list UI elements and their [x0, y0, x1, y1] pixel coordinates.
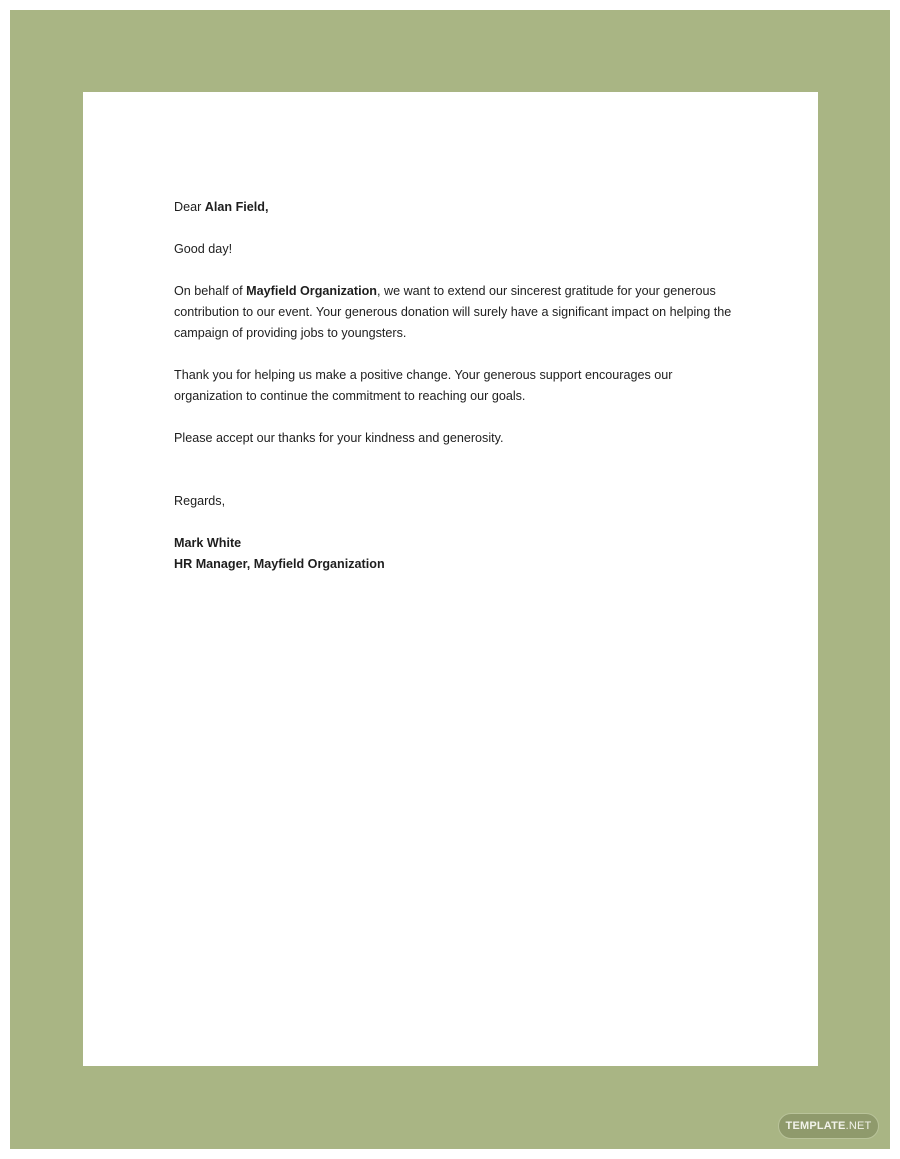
letter-body — [174, 197, 734, 575]
greeting: Good day! — [174, 242, 233, 256]
watermark-brand: TEMPLATE — [785, 1120, 846, 1132]
paragraph-3: Please accept our thanks for your kindness and generosity. — [174, 431, 504, 445]
recipient-name: Alan Field, — [204, 200, 269, 214]
para1-prefix: On behalf of — [174, 284, 247, 298]
salutation-prefix: Dear — [174, 200, 205, 214]
organization-name: Mayfield Organization — [246, 284, 377, 298]
paragraph-2: Thank you for helping us make a positive change. Your generous support encourages our organization to continue the commitment to reaching our goals. — [174, 368, 673, 403]
paragraph-1 — [174, 281, 734, 344]
signer-name: Mark White — [174, 536, 242, 550]
salutation — [174, 197, 734, 218]
template-net-watermark[interactable] — [778, 1113, 879, 1139]
signer-title: HR Manager, Mayfield Organization — [174, 557, 385, 571]
closing: Regards, — [174, 494, 226, 508]
watermark-suffix: .NET — [845, 1120, 872, 1132]
letter-page — [83, 92, 818, 1066]
para1-rest: , we want to extend our sincerest gratitude for your generous contribution to our event. Your generous donation will surely have a significant impact on helping the campaign of providing jobs to youngsters. — [174, 284, 732, 340]
